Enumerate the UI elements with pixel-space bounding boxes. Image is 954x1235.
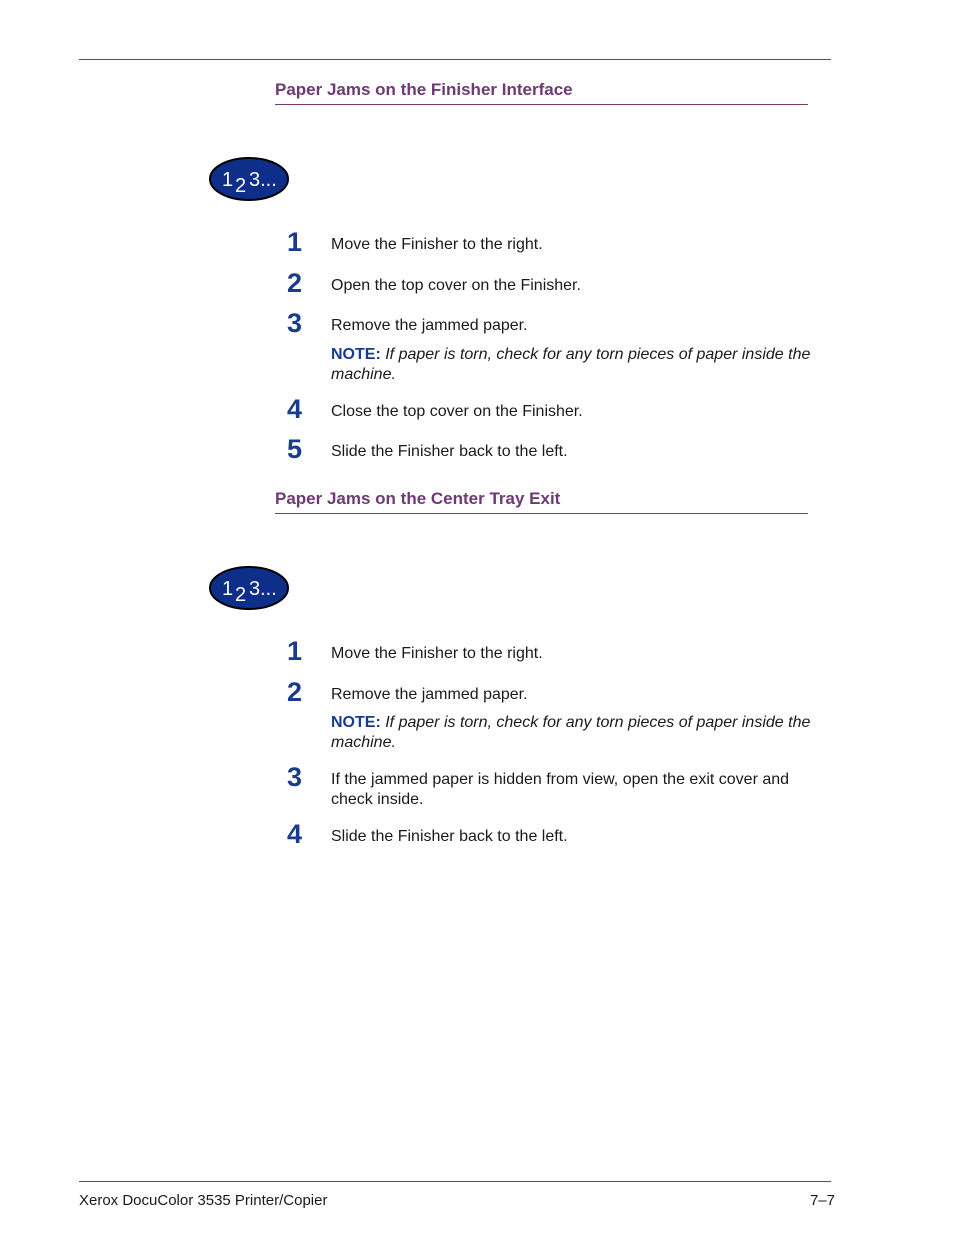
step-note [331,345,831,385]
step-text: Open the top cover on the Finisher. [331,277,581,294]
header-rule [79,59,831,60]
section-title-finisher-interface: Paper Jams on the Finisher Interface [275,80,808,105]
step-number: 4 [287,819,303,849]
footer-rule [79,1181,831,1182]
badge-digit-two: 2 [235,175,247,197]
step-number: 1 [287,227,303,257]
step-text: Move the Finisher to the right. [331,645,543,662]
step-number: 4 [287,394,303,424]
step-number: 2 [287,677,303,707]
note-label: NOTE: [331,346,381,363]
note-label: NOTE: [331,714,381,731]
step-number: 3 [287,308,303,338]
step-text: Slide the Finisher back to the left. [331,828,568,845]
badge-digit-three: 3... [249,578,277,600]
step-number: 5 [287,434,303,464]
step-number: 2 [287,268,303,298]
step-text: Close the top cover on the Finisher. [331,403,583,420]
footer-product-name: Xerox DocuColor 3535 Printer/Copier [79,1192,328,1209]
numbered-steps-icon [208,156,290,202]
step-text: Move the Finisher to the right. [331,236,543,253]
badge-digit-one: 1 [222,169,234,191]
step-number: 1 [287,636,303,666]
step-text: If the jammed paper is hidden from view, open the exit cover and check inside. [331,771,790,808]
step-text: Remove the jammed paper. [331,686,528,703]
step-text: Slide the Finisher back to the left. [331,443,568,460]
badge-digit-two: 2 [235,584,247,606]
numbered-steps-icon [208,565,290,611]
step-number: 3 [287,762,303,792]
note-text: If paper is torn, check for any torn pieces of paper inside the machine. [331,714,811,751]
note-text: If paper is torn, check for any torn pieces of paper inside the machine. [331,346,811,383]
section-title-center-tray-exit: Paper Jams on the Center Tray Exit [275,489,808,514]
badge-digit-three: 3... [249,169,277,191]
badge-digit-one: 1 [222,578,234,600]
step-note [331,713,831,753]
step-text: Remove the jammed paper. [331,317,528,334]
footer-page-number: 7–7 [809,1192,835,1209]
